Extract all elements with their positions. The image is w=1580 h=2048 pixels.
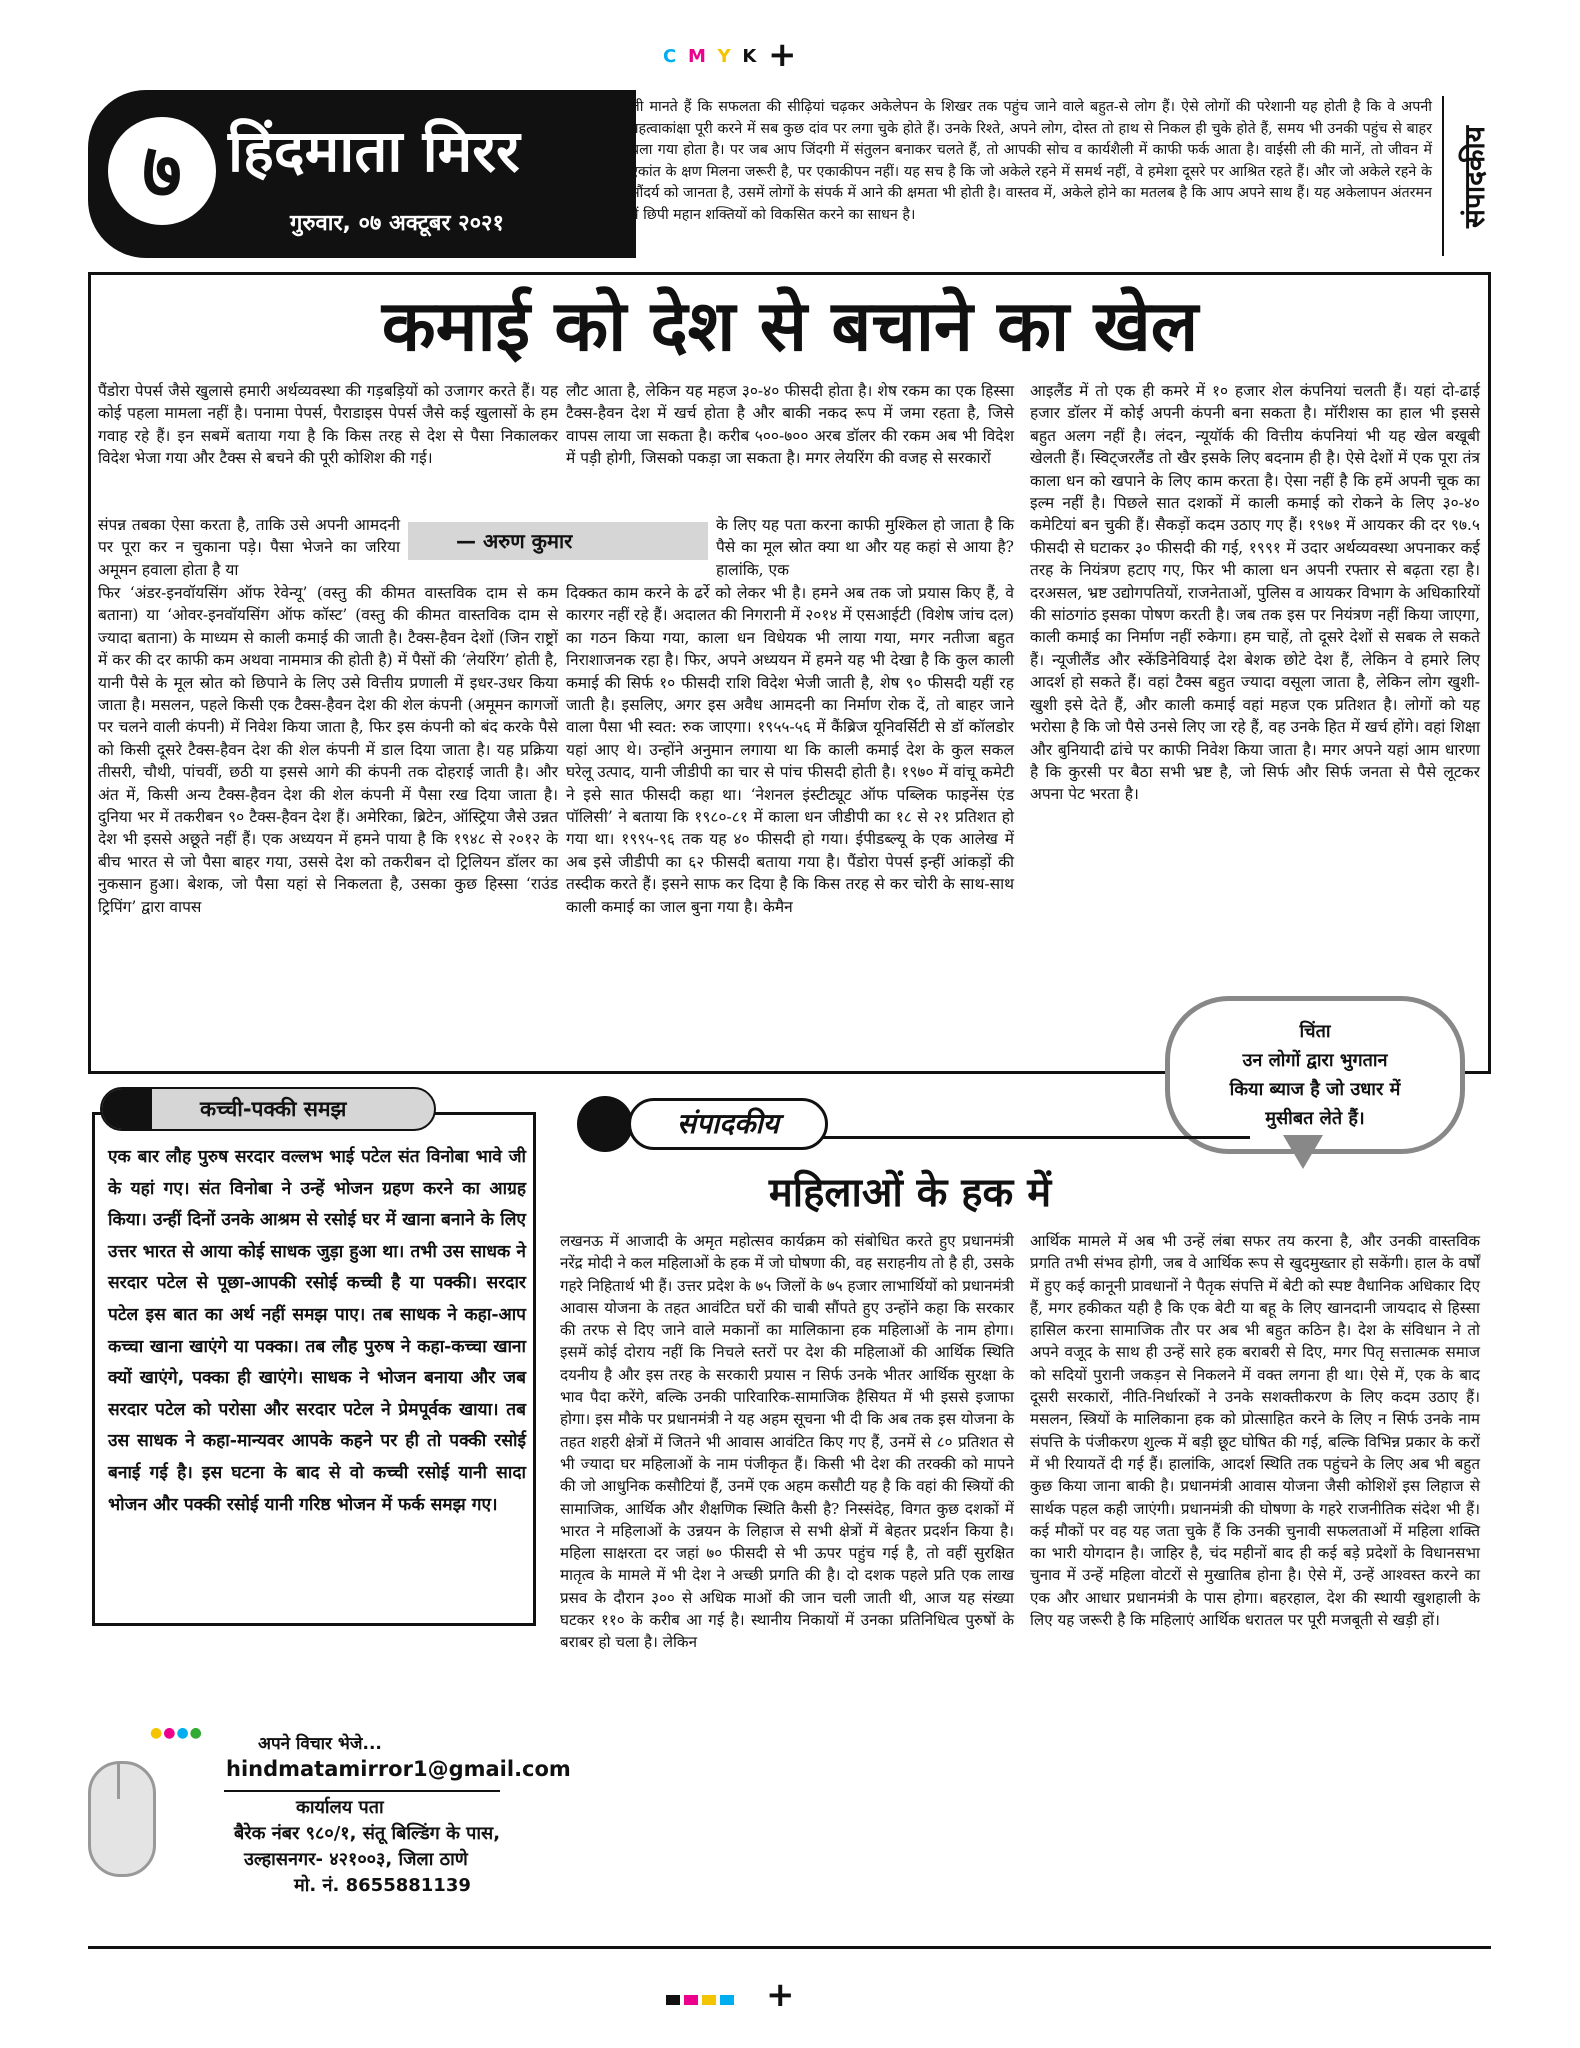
issue-date: गुरुवार, ०७ अक्टूबर २०२१ [290,211,504,236]
contact-divider [224,1790,500,1792]
office-address-line-1: बैरेक नंबर ९८०/१, संतू बिल्डिंग के पास, [234,1823,501,1844]
cmyk-c: C [663,46,680,67]
registration-mark-top: + [768,35,797,75]
story-col2-rest: दिक्कत काम करने के ढर्रे को लेकर भी है। हमने अब तक जो प्रयास किए हैं, वे कारगर नहीं रहे हैं। अदालत की निगरानी में २०१४ में एसआईटी (विशेष जांच दल) का गठन किया गया, काला धन विधेयक भी लाया गया, मगर नतीजा बहुत निराशाजनक रहा है। फिर, अपने अध्ययन में हमने यह भी देखा है कि कुल काली कमाई की सिर्फ १० फीसदी राशि विदेश भेजी जाती है, शेष ९० फीसदी यहीं रह जाती है। इसलिए, अगर इस अवैध आमदनी का निर्माण रोक दें, तो बाहर जाने वाला पैसा भी स्वत: रुक जाएगा। १९५५-५६ में कैंब्रिज यूनिवर्सिटी से डॉ कॉलडोर यहां आए थे। उन्होंने अनुमान लगाया था कि काली कमाई देश के कुल सकल घरेलू उत्पाद, यानी जीडीपी का चार से पांच फीसदी होती है। १९७० में वांचू कमेटी ने इसे सात फीसदी कहा था। ‘नेशनल इंस्टीट्यूट ऑफ पब्लिक फाइनेंस एंड पॉलिसी’ ने बताया कि १९८०-८१ में काला धन जीडीपी का १८ से २१ प्रतिशत हो गया था। १९९५-९६ तक यह ४० फीसदी हो गया। ईपीडब्ल्यू के एक आलेख में अब इसे जीडीपी का ६२ फीसदी बताया गया है। पैंडोरा पेपर्स इन्हीं आंकड़ों की तस्दीक करते हैं। इसने साफ कर दिया है कि किस तरह से कर चोरी के साथ-साथ काली कमाई का जाल बुना गया है। केमैन [566,584,1014,916]
thought-line-2: किया ब्याज है जो उधार में [1229,1079,1401,1100]
top-editorial-divider [1442,96,1444,256]
contact-phone: मो. नं. 8655881139 [294,1875,471,1896]
thought-bubble-tail [1283,1135,1323,1169]
top-editorial-text: ली मानते हैं कि सफलता की सीढ़ियां चढ़कर अकेलेपन के शिखर तक पहुंच जाने वाले बहुत-से लोग हैं। ऐसे लोगों की परेशानी यह होती है कि वे अपनी महत्वाकांक्षा पूरी करने में सब कुछ दांव पर लगा चुके होते हैं। उनके रिश्ते, अपने लोग, दोस्त तो हाथ से निकल ही चुके होते हैं, समय भी उनकी पहुंच से बाहर चला गया होता है। पर जब आप जिंदगी में संतुलन बनाकर चलते हैं, तो आपकी सोच व कार्यशैली में काफी फर्क आता है। वाईसी ली की मानें, तो जीवन में एकांत के क्षण मिलना जरूरी है, पर एकाकीपन नहीं। यह सच है कि जो अकेले रहने में समर्थ नहीं, वे हमेशा दूसरे पर आश्रित रहते हैं। और जो अकेले रहने के सौंदर्य को जानता है, उसमें लोगों के संपर्क में आने की क्षमता भी होती है। वास्तव में, अकेले होने का मतलब है कि आप अपने साथ हैं। यह अकेलापन अंतरमन में छिपी महान शक्तियों को विकसित करने का साधन है। [630,99,1432,223]
main-headline: कमाई को देश से बचाने का खेल [381,285,1199,367]
mouse-button-line [117,1763,120,1799]
mouse-icon [88,1761,156,1877]
contact-block [88,1721,571,1897]
color-dots-icon: ●●●● [150,1725,203,1741]
editorial-label: संपादकीय [628,1098,828,1150]
story-col2-narrow: के लिए यह पता करना काफी मुश्किल हो जाता है कि पैसे का मूल स्रोत क्या था और यह कहां से आया है? हालांकि, एक [716,516,1014,579]
byline [408,522,708,560]
story-col1-top: पैंडोरा पेपर्स जैसे खुलासे हमारी अर्थव्यवस्था की गड़बड़ियों को उजागर करते हैं। यह कोई पहला मामला नहीं है। पनामा पेपर्स, पैराडाइस पेपर्स जैसे कई खुलासों के हम गवाह रहे हैं। इन सबमें बताया गया है कि किस तरह से देश से पैसा निकालकर विदेश भेजा गया और टैक्स से बचने की पूरी कोशिश की गई। [98,382,558,468]
registration-mark-bottom: + [766,1975,795,2015]
story-col2-top: लौट आता है, लेकिन यह महज ३०-४० फीसदी होता है। शेष रकम का एक हिस्सा टैक्स-हैवन देश में खर्च होता है और बाकी नकद रूप में जमा रहता है, जिसे वापस लाया जा सकता है। करीब ५००-७०० अरब डॉलर की रकम अब भी विदेश में पड़ी होगी, जिसको पकड़ा जा सकता है। मगर लेयरिंग की वजह से सरकारों [566,382,1014,468]
cmyk-k: K [742,46,760,67]
thought-line-3: मुसीबत लेते हैं। [1265,1108,1365,1129]
color-swatches [666,1990,738,2009]
send-views-label: अपने विचार भेजे... [258,1734,382,1754]
kachchi-pakki-text: एक बार लौह पुरुष सरदार वल्लभ भाई पटेल संत विनोबा भावे जी के यहां गए। संत विनोबा ने उन्हें भोजन ग्रहण करने का आग्रह किया। उन्हीं दिनों उनके आश्रम से रसोई घर में खाना बनाने के लिए उत्तर भारत से आया कोई साधक जुड़ा हुआ था। तभी उस साधक ने सरदार पटेल से पूछा-आपकी रसोई कच्ची है या पक्की। सरदार पटेल इस बात का अर्थ नहीं समझ पाए। तब साधक ने कहा-आप कच्चा खाना खाएंगे या पक्का। तब लौह पुरुष ने कहा-कच्चा खाना क्यों खाएंगे, पक्का ही खाएंगे। साधक ने भोजन बनाया और जब सरदार पटेल को परोसा और सरदार पटेल ने प्रेमपूर्वक खाया। तब उस साधक ने कहा-मान्यवर आपके कहने पर ही तो पक्की रसोई बनाई गई है। इस घटना के बाद से वो कच्ची रसोई यानी सादा भोजन और पक्की रसोई यानी गरिष्ठ भोजन में फर्क समझ गए। [108,1147,526,1515]
story-col1-narrow: संपन्न तबका ऐसा करता है, ताकि उसे अपनी आमदनी पर पूरा कर न चुकाना पड़े। पैसा भेजने का जरिया अमूमन हवाला होता है या [98,516,400,579]
office-address-line-2: उल्हासनगर- ४२१००३, जिला ठाणे [244,1849,468,1870]
editorial-dot-icon [577,1096,633,1152]
story-col1-rest: फिर ‘अंडर-इनवॉयसिंग ऑफ रेवेन्यू’ (वस्तु की कीमत वास्तविक दाम से कम बताना) या ‘ओवर-इनवॉयसिंग ऑफ कॉस्ट’ (वस्तु की कीमत वास्तविक दाम से ज्यादा बताना) के माध्यम से काली कमाई की जाती है। टैक्स-हैवन देशों (जिन राष्ट्रों में कर की दर काफी कम अथवा नाममात्र की होती है) में पैसों की ‘लेयरिंग’ होती है, यानी पैसे के मूल स्रोत को छिपाने के लिए उसे वित्तीय प्रणाली में इधर-उधर किया जाता है। मसलन, पहले किसी एक टैक्स-हैवन देश की शेल कंपनी (अमूमन कागजों पर चलने वाली कंपनी) में निवेश किया जाता है, फिर इस कंपनी को बंद करके पैसे को किसी दूसरे टैक्स-हैवन देश की शेल कंपनी में डाल दिया जाता है। यह प्रक्रिया तीसरी, चौथी, पांचवीं, छठी या इससे आगे की कंपनी तक दोहराई जाती है। और अंत में, किसी अन्य टैक्स-हैवन देश की शेल कंपनी में पैसा रख दिया जाता है। दुनिया भर में तकरीबन ९० टैक्स-हैवन देश हैं। अमेरिका, ब्रिटेन, ऑस्ट्रिया जैसे उन्नत देश भी इससे अछूते नहीं हैं। एक अध्ययन में हमने पाया है कि १९४८ से २०१२ के बीच भारत से जो पैसा बाहर गया, उससे देश को तकरीबन दो ट्रिलियन डॉलर का नुकसान हुआ। बेशक, जो पैसा यहां से निकलता है, उसका कुछ हिस्सा ‘राउंड ट्रिपिंग’ द्वारा वापस [98,584,558,916]
cmyk-m: M [687,46,709,67]
editorial-col1: लखनऊ में आजादी के अमृत महोत्सव कार्यक्रम को संबोधित करते हुए प्रधानमंत्री नरेंद्र मोदी ने कल महिलाओं के हक में जो घोषणा की, वह सराहनीय तो है ही, उसके गहरे निहितार्थ भी हैं। उत्तर प्रदेश के ७५ जिलों के ७५ हजार लाभार्थियों को प्रधानमंत्री आवास योजना के तहत आवंटित घरों की चाबी सौंपते हुए उन्होंने कहा कि सरकार की तरफ से दिए जाने वाले मकानों का मालिकाना हक महिलाओं के नाम होगा। इसमें कोई दोराय नहीं कि निचले स्तरों पर देश की महिलाओं की आर्थिक स्थिति दयनीय है और इस तरह के सरकारी प्रयास न सिर्फ उनके भीतर आर्थिक सुरक्षा के भाव पैदा करेंगे, बल्कि उनकी पारिवारिक-सामाजिक हैसियत में भी इससे इजाफा होगा। इस मौके पर प्रधानमंत्री ने यह अहम सूचना भी दी कि अब तक इस योजना के तहत शहरी क्षेत्रों में जितने भी आवास आवंटित किए गए हैं, उनमें से ८० प्रतिशत से भी ज्यादा घर महिलाओं के नाम पंजीकृत हैं। किसी भी देश की तरक्की को मापने की जो आधुनिक कसौटियां हैं, उनमें एक अहम कसौटी यह है कि वहां की स्त्रियों की सामाजिक, आर्थिक और शैक्षणिक स्थिति कैसी है? निस्संदेह, विगत कुछ दशकों में भारत ने महिलाओं के उन्नयन के लिहाज से सभी क्षेत्रों में बेहतर प्रदर्शन किया है। महिला साक्षरता दर जहां ७० फीसदी से भी ऊपर पहुंच गई है, तो वहीं सुरक्षित मातृत्व के मामले में भी देश ने अच्छी प्रगति की है। दो दशक पहले प्रति एक लाख प्रसव के दौरान ३०० से अधिक माओं की जान चली जाती थी, आज यह संख्या घटकर ११० के करीब आ गई है। स्थानीय निकायों में उनका प्रतिनिधित्व पुरुषों के बराबर हो चला है। लेकिन [560,1232,1014,1652]
newspaper-title: हिंदमाता मिरर [228,117,520,185]
thought-title: चिंता [1299,1021,1331,1042]
office-address-label: कार्यालय पता [296,1797,384,1818]
contact-email[interactable]: hindmatamirror1@gmail.com [226,1757,571,1781]
editorial-col2: आर्थिक मामले में अब भी उन्हें लंबा सफर तय करना है, और उनकी वास्तविक प्रगति तभी संभव होगी, जब वे आर्थिक रूप से खुदमुख्तार हो सकेंगी। हाल के वर्षों में हुए कई कानूनी प्रावधानों ने पैतृक संपत्ति में बेटी को स्पष्ट वैधानिक अधिकार दिए हैं, मगर हकीकत यही है कि एक बेटी या बहू के लिए खानदानी जायदाद से हिस्सा हासिल करना सामाजिक तौर पर अब भी बहुत कठिन है। देश के संविधान ने तो अपने वजूद के साथ ही उन्हें सारे हक बराबरी से दिए, मगर पितृ सत्तात्मक समाज को सदियों पुरानी जकड़न से निकलने में वक्त लगना ही था। ऐसे में, एक के बाद दूसरी सरकारों, नीति-निर्धारकों ने उनके सशक्तीकरण के लिए कदम उठाए हैं। मसलन, स्त्रियों के मालिकाना हक को प्रोत्साहित करने के लिए न सिर्फ उनके नाम संपत्ति के पंजीकरण शुल्क में बड़ी छूट घोषित की गई, बल्कि विभिन्न प्रकार के करों में भी रियायतें दी गई हैं। हालांकि, आदर्श स्थिति तक पहुंचने के लिए अब भी बहुत कुछ किया जाना बाकी है। प्रधानमंत्री आवास योजना जैसी कोशिशें इस लिहाज से सार्थक पहल कही जाएंगी। प्रधानमंत्री की घोषणा के गहरे राजनीतिक संदेश भी हैं। कई मौकों पर वह यह जता चुके हैं कि उनकी चुनावी सफलताओं में महिला शक्ति का भारी योगदान है। जाहिर है, चंद महीनों बाद ही कई बड़े प्रदेशों के विधानसभा चुनाव में उन्हें महिला वोटरों से मुखातिब होना है। ऐसे में, उन्हें आश्वस्त करने का एक और आधार प्रधानमंत्री के पास होगा। बहरहाल, देश की स्थायी खुशहाली के लिए यह जरूरी है कि महिलाएं आर्थिक धरातल पर पूरी मजबूती से खड़ी हों। [1030,1232,1480,1630]
thought-bubble [1165,996,1465,1154]
top-editorial-label: संपादकीय [1458,126,1491,228]
cmyk-registration [663,46,759,67]
kachchi-pakki-heading: कच्ची-पक्की समझ [100,1087,436,1131]
kachchi-pakki-heading-cap [102,1089,152,1129]
thought-line-1: उन लोगों द्वारा भुगतान [1242,1050,1388,1071]
page-number: ७ [108,117,216,225]
cmyk-y: Y [717,46,734,67]
story-col3: आइलैंड में तो एक ही कमरे में १० हजार शेल कंपनियां चलती हैं। यहां दो-ढाई हजार डॉलर में कोई अपनी कंपनी बना सकता है। मॉरीशस का हाल भी इससे बहुत अलग नहीं है। लंदन, न्यूयॉर्क की वित्तीय कंपनियां भी यह खेल बखूबी खेलती हैं। स्विट्जरलैंड तो खैर इसके लिए बदनाम ही है। ऐसे देशों में एक पूरा तंत्र काला धन को खपाने के लिए काम करता है। ऐसा नहीं है कि हमें अपनी चूक का इल्म नहीं है। पिछले सात दशकों में काली कमाई को रोकने के लिए ३०-४० कमेटियां बन चुकी हैं। सैकड़ों कदम उठाए गए हैं। १९७१ में आयकर की दर ९७.५ फीसदी से घटाकर ३० फीसदी की गई, १९९१ में उदार अर्थव्यवस्था अपनाकर कई तरह के नियंत्रण हटाए गए, फिर भी काला धन अपनी रफ्तार से बढ़ता रहा है। दरअसल, भ्रष्ट उद्योगपतियों, राजनेताओं, पुलिस व आयकर विभाग के अधिकारियों की सांठगांठ इसका पोषण करती है। जब तक इस पर नियंत्रण नहीं किया जाएगा, काली कमाई का निर्माण नहीं रुकेगा। हम चाहें, तो दूसरे देशों से सबक ले सकते हैं। न्यूजीलैंड और स्केंडिनेवियाई देश बेशक छोटे देश हैं, लेकिन वे हमारे लिए आदर्श हो सकते हैं। वहां टैक्स बहुत ज्यादा वसूला जाता है, लेकिन लोग खुशी-खुशी इसे देते हैं, और काली कमाई वहां महज एक प्रतिशत है। लोगों को यह भरोसा है कि जो पैसे उनसे लिए जा रहे हैं, वह उनके हित में खर्च होंगे। वहां शिक्षा और बुनियादी ढांचे पर काफी निवेश किया जाता है। मगर अपने यहां आम धारणा है कि कुरसी पर बैठा सभी भ्रष्ट है, जो सिर्फ और सिर्फ जनता से पैसे लूटकर अपना पेट भरता है। [1030,382,1480,804]
editorial-title: महिलाओं के हक में [768,1170,1052,1216]
bottom-rule [88,1946,1491,1949]
byline-text: — अरुण कुमार [456,529,573,553]
